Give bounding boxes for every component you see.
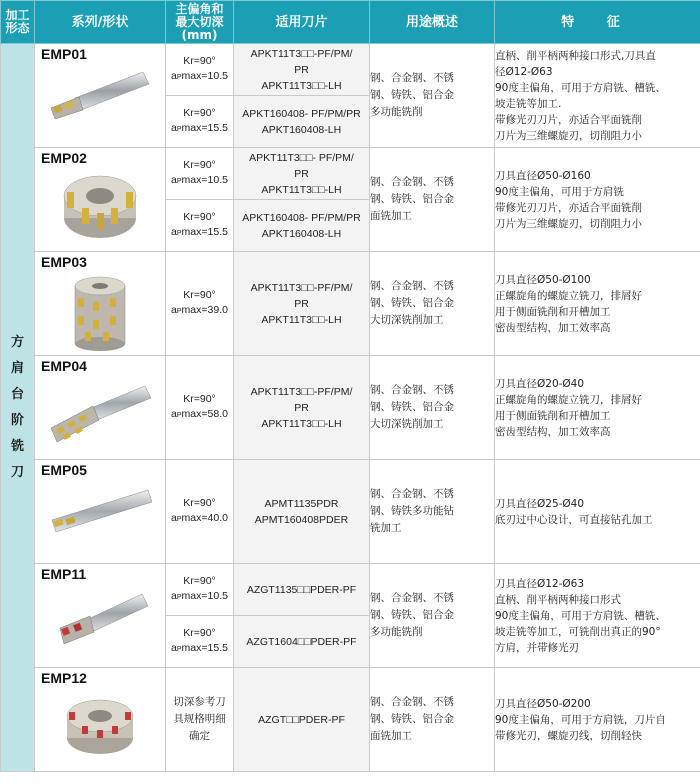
angle-cell: Kr=90° aPmax=15.5 <box>166 200 234 252</box>
angle-cell: Kr=90° aPmax=58.0 <box>166 356 234 460</box>
helical-end-mill-image <box>45 376 155 446</box>
header-series: 系列/形状 <box>35 1 166 44</box>
usage-cell: 钢、合金钢、不锈 钢、铸铁多功能钻 铣加工 <box>370 460 495 564</box>
series-code: EMP01 <box>41 46 87 62</box>
usage-cell: 钢、合金钢、不锈 钢、铸铁、铝合金 面铣加工 <box>370 668 495 772</box>
usage-cell: 钢、合金钢、不锈 钢、铸铁、铝合金 多功能铣削 <box>370 44 495 148</box>
usage-cell: 钢、合金钢、不锈 钢、铸铁、铝合金 面铣加工 <box>370 148 495 252</box>
header-angle: 主偏角和最大切深(mm) <box>166 1 234 44</box>
face-mill-cutter-image <box>55 168 145 244</box>
angle-cell: Kr=90° aPmax=40.0 <box>166 460 234 564</box>
series-code: EMP12 <box>41 670 87 686</box>
row-emp01 <box>1 44 700 96</box>
header-form: 加工形态 <box>1 1 35 44</box>
features-cell: 刀具直径Ø50-Ø200 90度主偏角，可用于方肩铣，刀片自 带修光刃，螺旋刃线，切削轻快 <box>495 668 700 772</box>
header-row <box>1 1 700 44</box>
tools-cell: APKT11T3□□-PF/PM/ PR APKT11T3□□-LH <box>234 44 370 96</box>
category-label: 方肩台阶铣刀 <box>1 44 35 772</box>
series-emp01 <box>35 44 166 148</box>
tools-cell: AZGT□□PDER-PF <box>234 668 370 772</box>
usage-cell: 钢、合金钢、不锈 钢、铸铁、铝合金 大切深铣削加工 <box>370 356 495 460</box>
row-emp12 <box>1 668 700 772</box>
series-code: EMP03 <box>41 254 87 270</box>
series-emp04 <box>35 356 166 460</box>
features-cell: 刀具直径Ø50-Ø160 90度主偏角，可用于方肩铣 带修光刃刀片，亦适合平面铣削 刀片为三维螺旋刃，切削阻力小 <box>495 148 700 252</box>
series-code: EMP11 <box>41 566 87 582</box>
tools-cell: APKT160408- PF/PM/PR APKT160408-LH <box>234 200 370 252</box>
usage-cell: 钢、合金钢、不锈 钢、铸铁、铝合金 多功能铣削 <box>370 564 495 668</box>
tools-cell: APMT1135PDR APMT160408PDER <box>234 460 370 564</box>
row-emp11 <box>1 564 700 616</box>
end-mill-tool-image <box>45 64 155 122</box>
angle-cell: Kr=90° aPmax=10.5 <box>166 148 234 200</box>
angle-cell: Kr=90° aPmax=10.5 <box>166 44 234 96</box>
series-emp12 <box>35 668 166 772</box>
drill-mill-image <box>44 480 156 540</box>
tools-cell: AZGT1604□□PDER-PF <box>234 616 370 668</box>
header-tools: 适用刀片 <box>234 1 370 44</box>
features-cell: 刀具直径Ø20-Ø40 正螺旋角的螺旋立铣刀，排屑好 用于侧面铣削和开槽加工 密齿型结构，加工效率高 <box>495 356 700 460</box>
series-code: EMP04 <box>41 358 87 374</box>
tools-cell: APKT11T3□□-PF/PM/ PR APKT11T3□□-LH <box>234 356 370 460</box>
face-mill-cutter-2-image <box>60 688 140 760</box>
usage-cell: 钢、合金钢、不锈 钢、铸铁、铝合金 大切深铣削加工 <box>370 252 495 356</box>
row-emp03 <box>1 252 700 356</box>
features-cell: 刀具直径Ø25-Ø40 底刃过中心设计，可直接钻孔加工 <box>495 460 700 564</box>
header-features: 特 征 <box>495 1 700 44</box>
features-cell: 刀具直径Ø50-Ø100 正螺旋角的螺旋立铣刀，排屑好 用于侧面铣削和开槽加工 密齿型结构，加工效率高 <box>495 252 700 356</box>
features-cell: 直柄、削平柄两种接口形式,刀具直 径Ø12-Ø63 90度主偏角，可用于方肩铣、槽铣、 坡走铣等加工. 带修光刃刀片，亦适合平面铣削 刀片为三维螺旋刃，切削阻力小 <box>495 44 700 148</box>
features-cell: 刀具直径Ø12-Ø63 直柄、削平柄两种接口形式 90度主偏角，可用于方肩铣、槽铣、 坡走铣等加工，可铣削出真正的90° 方肩，并带修光刃 <box>495 564 700 668</box>
series-emp11 <box>35 564 166 668</box>
row-emp02 <box>1 148 700 200</box>
end-mill-tool-2-image <box>50 584 150 654</box>
tools-cell: APKT11T3□□-PF/PM/ PR APKT11T3□□-LH <box>234 252 370 356</box>
tools-cell: APKT11T3□□- PF/PM/ PR APKT11T3□□-LH <box>234 148 370 200</box>
row-emp04 <box>1 356 700 460</box>
angle-cell: Kr=90° aPmax=39.0 <box>166 252 234 356</box>
angle-cell: Kr=90° aPmax=15.5 <box>166 96 234 148</box>
angle-cell: Kr=90° aPmax=10.5 <box>166 564 234 616</box>
series-emp02 <box>35 148 166 252</box>
angle-cell: Kr=90° aPmax=15.5 <box>166 616 234 668</box>
tools-cell: APKT160408- PF/PM/PR APKT160408-LH <box>234 96 370 148</box>
header-usage: 用途概述 <box>370 1 495 44</box>
series-code: EMP05 <box>41 462 87 478</box>
row-emp05 <box>1 460 700 564</box>
series-code: EMP02 <box>41 150 87 166</box>
depth-note-cell: 切深参考刀 具规格明细 确定 <box>166 668 234 772</box>
series-emp05 <box>35 460 166 564</box>
tools-cell: AZGT1135□□PDER-PF <box>234 564 370 616</box>
series-emp03 <box>35 252 166 356</box>
shell-mill-cutter-image <box>65 272 135 352</box>
